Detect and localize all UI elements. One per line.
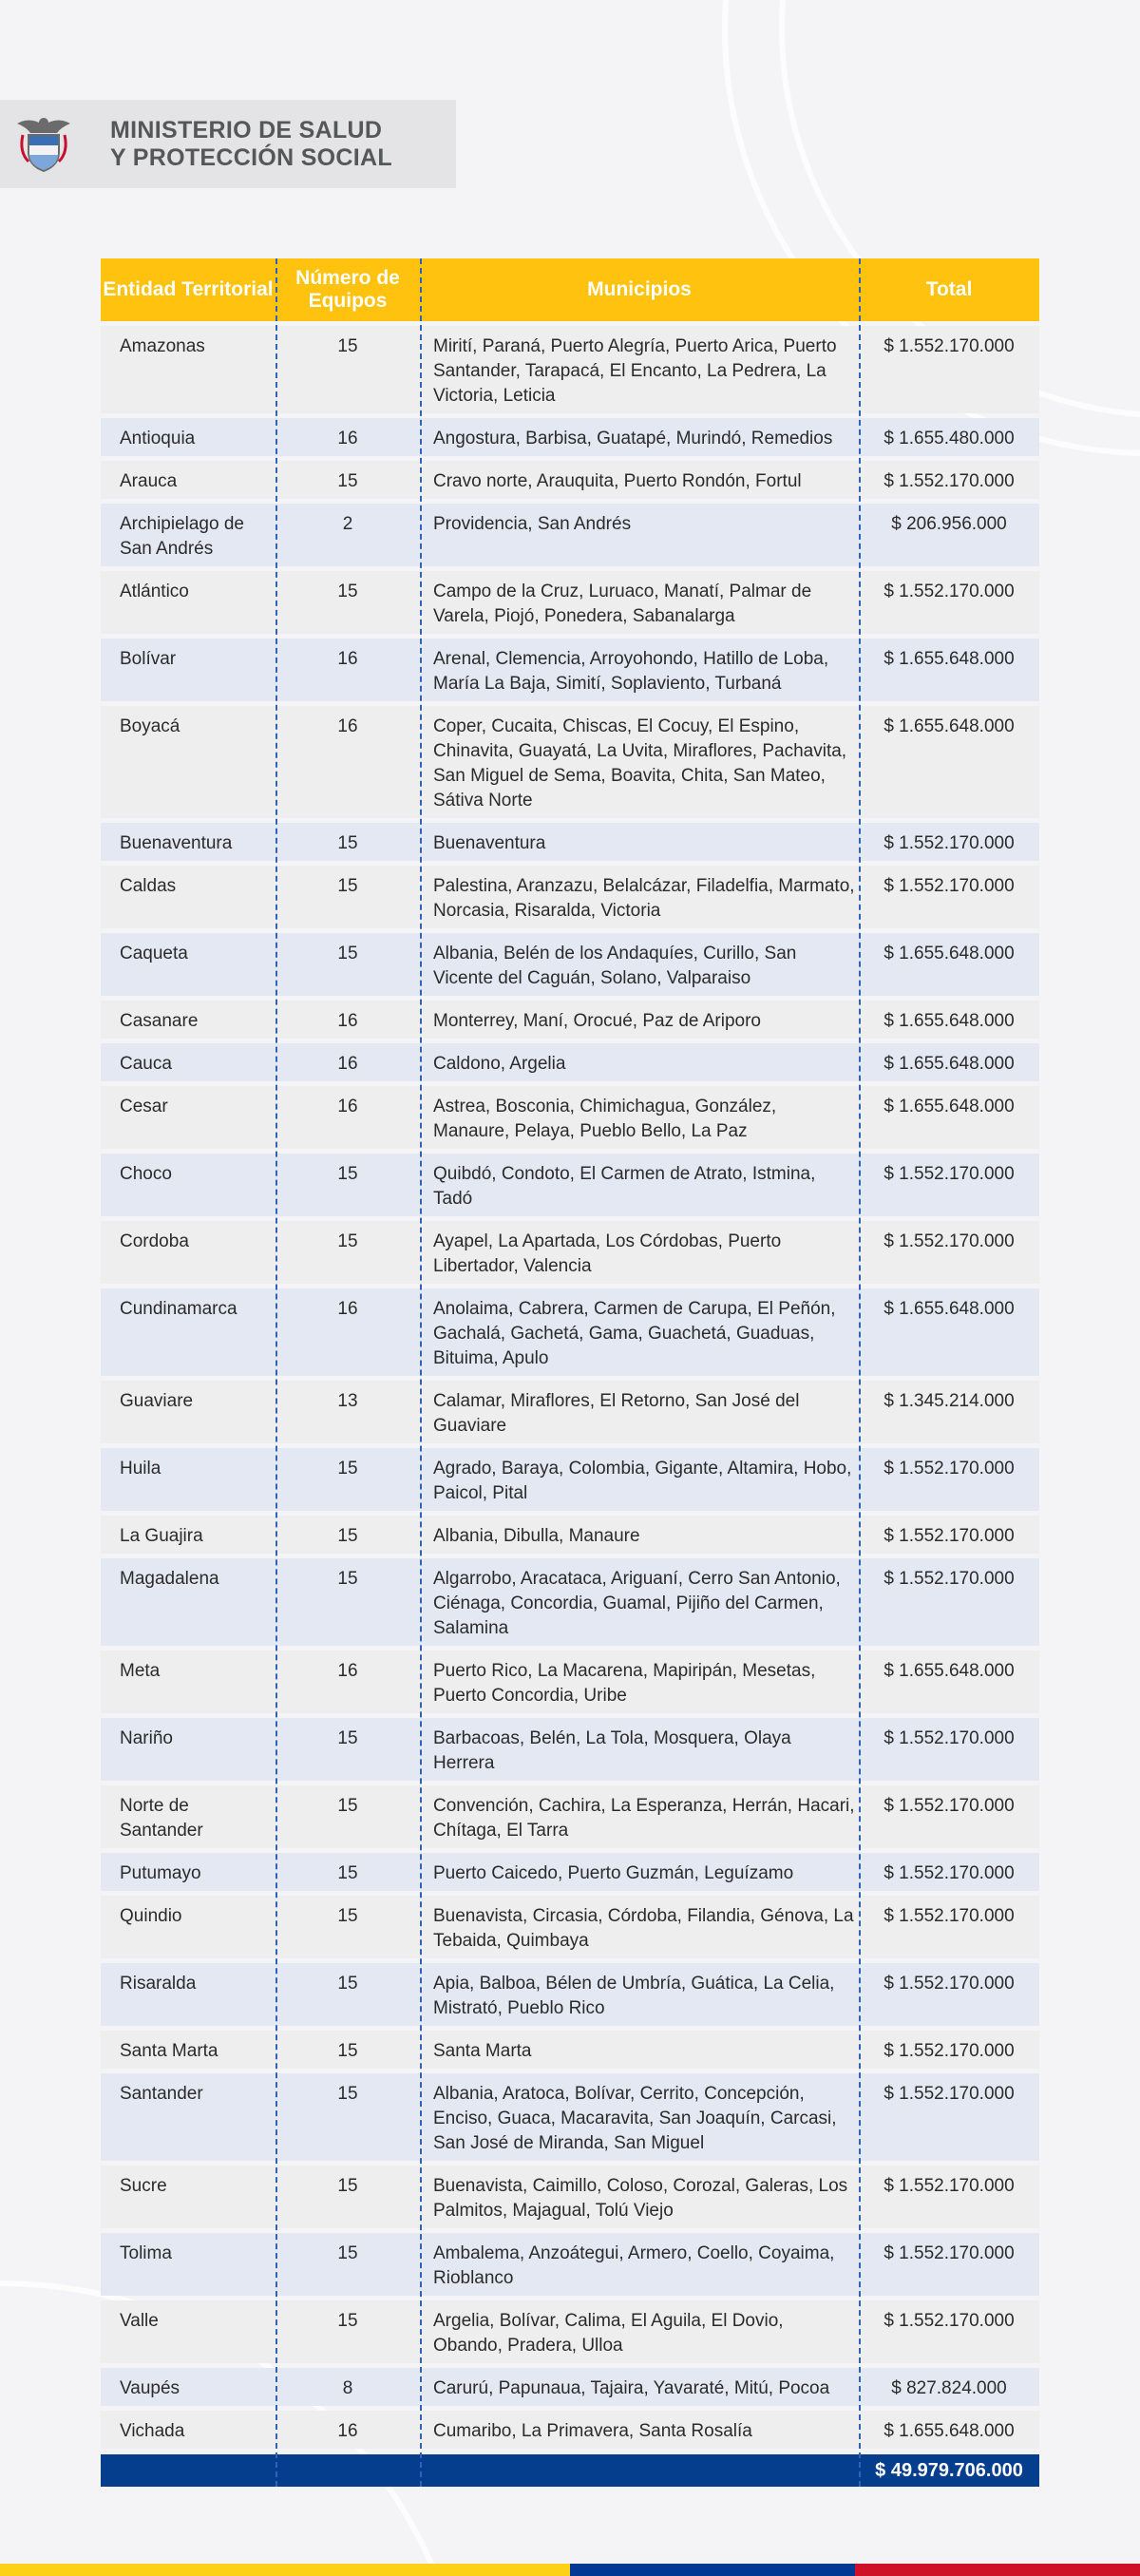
ministry-name-line1: MINISTERIO DE SALUD <box>110 116 383 143</box>
cell-entidad: Risaralda <box>120 1974 197 1994</box>
cell-total: $ 1.552.170.000 <box>884 1164 1015 1184</box>
cell-equipos: 16 <box>337 649 358 669</box>
table-row <box>101 418 1039 456</box>
cell-equipos: 16 <box>337 1299 358 1319</box>
cell-municipios: Angostura, Barbisa, Guatapé, Murindó, Remedios <box>433 429 833 448</box>
cell-equipos: 15 <box>337 1164 358 1184</box>
ministry-name-line2: Y PROTECCIÓN SOCIAL <box>110 143 392 171</box>
cell-municipios: Calamar, Miraflores, El Retorno, San José del Guaviare <box>433 1391 800 1436</box>
cell-municipios: Puerto Caicedo, Puerto Guzmán, Leguízamo <box>433 1863 794 1883</box>
cell-total: $ 1.655.648.000 <box>884 1661 1015 1681</box>
ministry-header <box>0 100 456 188</box>
cell-entidad: Tolima <box>120 2243 172 2263</box>
cell-equipos: 16 <box>337 1011 358 1031</box>
cell-total: $ 1.552.170.000 <box>884 1231 1015 1251</box>
cell-entidad: Cundinamarca <box>120 1299 238 1319</box>
table-row <box>101 1221 1039 1284</box>
cell-entidad: Santander <box>120 2084 203 2104</box>
cell-municipios: Santa Marta <box>433 2041 532 2061</box>
cell-equipos: 15 <box>337 336 358 356</box>
cell-total: $ 1.655.648.000 <box>884 2421 1015 2441</box>
cell-municipios: Albania, Belén de los Andaquíes, Curillo, San Vicente del Caguán, Solano, Valparaiso <box>433 944 797 988</box>
column-divider <box>276 258 277 2487</box>
table-row <box>101 2031 1039 2069</box>
cell-equipos: 16 <box>337 1097 358 1116</box>
cell-equipos: 15 <box>337 2084 358 2104</box>
cell-municipios: Providencia, San Andrés <box>433 514 632 534</box>
cell-total: $ 1.655.648.000 <box>884 1054 1015 1074</box>
cell-equipos: 2 <box>342 514 353 534</box>
table-row <box>101 1718 1039 1781</box>
table-row <box>101 1963 1039 2026</box>
cell-total: $ 1.552.170.000 <box>884 1863 1015 1883</box>
cell-equipos: 15 <box>337 1231 358 1251</box>
cell-equipos: 15 <box>337 582 358 601</box>
table-row <box>101 461 1039 499</box>
cell-entidad: Huila <box>120 1459 162 1479</box>
column-header-municipios: Municipios <box>587 278 692 300</box>
table-row <box>101 2368 1039 2406</box>
ministry-name <box>110 117 392 172</box>
cell-entidad: Meta <box>120 1661 161 1681</box>
cell-equipos: 16 <box>337 1054 358 1074</box>
cell-equipos: 13 <box>337 1391 358 1411</box>
cell-equipos: 16 <box>337 2421 358 2441</box>
table-row <box>101 2411 1039 2449</box>
cell-total: $ 1.655.648.000 <box>884 1299 1015 1319</box>
cell-total: $ 1.552.170.000 <box>884 2243 1015 2263</box>
grand-total-value: $ 49.979.706.000 <box>875 2459 1023 2481</box>
coat-of-arms-icon <box>13 114 74 175</box>
cell-entidad: Choco <box>120 1164 172 1184</box>
cell-entidad: Cauca <box>120 1054 172 1074</box>
cell-total: $ 1.552.170.000 <box>884 2041 1015 2061</box>
cell-municipios: Buenaventura <box>433 833 546 853</box>
cell-equipos: 15 <box>337 2243 358 2263</box>
cell-equipos: 15 <box>337 2041 358 2061</box>
cell-total: $ 1.552.170.000 <box>884 1974 1015 1994</box>
table-row <box>101 1043 1039 1081</box>
table-row <box>101 1516 1039 1554</box>
cell-entidad: Vichada <box>120 2421 185 2441</box>
cell-entidad: Putumayo <box>120 1863 201 1883</box>
cell-municipios: Argelia, Bolívar, Calima, El Aguila, El Dovio, Obando, Pradera, Ulloa <box>433 2311 784 2356</box>
cell-equipos: 15 <box>337 471 358 491</box>
cell-total: $ 1.552.170.000 <box>884 1796 1015 1816</box>
equipment-table <box>101 258 1039 2487</box>
flag-stripe-blue <box>570 2564 855 2576</box>
cell-municipios: Convención, Cachira, La Esperanza, Herrán, Hacari, Chítaga, El Tarra <box>433 1796 855 1841</box>
cell-entidad: Boyacá <box>120 716 180 736</box>
cell-total: $ 1.655.648.000 <box>884 1097 1015 1116</box>
cell-total: $ 1.655.648.000 <box>884 1011 1015 1031</box>
cell-municipios: Albania, Aratoca, Bolívar, Cerrito, Concepción, Enciso, Guaca, Macaravita, San Joaquín, Carcasi, San José de Miranda, San Miguel <box>433 2084 837 2153</box>
cell-equipos: 15 <box>337 876 358 896</box>
cell-municipios: Puerto Rico, La Macarena, Mapiripán, Mesetas, Puerto Concordia, Uribe <box>433 1661 816 1706</box>
cell-equipos: 15 <box>337 1906 358 1926</box>
table-row <box>101 933 1039 996</box>
cell-total: $ 1.552.170.000 <box>884 2084 1015 2104</box>
cell-municipios: Buenavista, Circasia, Córdoba, Filandia, Génova, La Tebaida, Quimbaya <box>433 1906 854 1951</box>
cell-equipos: 16 <box>337 1661 358 1681</box>
table-header <box>101 258 1039 321</box>
cell-equipos: 15 <box>337 833 358 853</box>
cell-entidad: La Guajira <box>120 1526 203 1546</box>
column-header-total: Total <box>925 278 973 300</box>
cell-total: $ 1.552.170.000 <box>884 582 1015 601</box>
table-row <box>101 2233 1039 2296</box>
cell-municipios: Ambalema, Anzoátegui, Armero, Coello, Coyaima, Rioblanco <box>433 2243 835 2288</box>
cell-total: $ 1.552.170.000 <box>884 1526 1015 1546</box>
cell-municipios: Algarrobo, Aracataca, Ariguaní, Cerro San Antonio, Ciénaga, Concordia, Guamal, Pijiño del Carmen, Salamina <box>433 1569 841 1638</box>
cell-municipios: Albania, Dibulla, Manaure <box>433 1526 640 1546</box>
cell-municipios: Quibdó, Condoto, El Carmen de Atrato, Istmina, Tadó <box>433 1164 816 1209</box>
column-divider <box>859 258 861 2487</box>
cell-total: $ 1.552.170.000 <box>884 1459 1015 1479</box>
cell-equipos: 15 <box>337 1796 358 1816</box>
cell-entidad: Quindio <box>120 1906 182 1926</box>
cell-total: $ 1.655.648.000 <box>884 944 1015 964</box>
cell-total: $ 1.552.170.000 <box>884 1906 1015 1926</box>
cell-municipios: Agrado, Baraya, Colombia, Gigante, Altamira, Hobo, Paicol, Pital <box>433 1459 852 1503</box>
cell-municipios: Cravo norte, Arauquita, Puerto Rondón, Fortul <box>433 471 802 491</box>
cell-total: $ 1.552.170.000 <box>884 2311 1015 2331</box>
cell-equipos: 15 <box>337 1728 358 1748</box>
cell-equipos: 15 <box>337 944 358 964</box>
cell-entidad: Caldas <box>120 876 177 896</box>
cell-total: $ 1.655.648.000 <box>884 716 1015 736</box>
cell-equipos: 8 <box>342 2378 353 2398</box>
cell-municipios: Buenavista, Caimillo, Coloso, Corozal, Galeras, Los Palmitos, Majagual, Tolú Viejo <box>433 2176 848 2221</box>
cell-entidad: Nariño <box>120 1728 173 1748</box>
cell-entidad: Antioquia <box>120 429 196 448</box>
cell-municipios: Monterrey, Maní, Orocué, Paz de Ariporo <box>433 1011 761 1031</box>
column-header-equipos: Número de Equipos <box>295 267 400 312</box>
cell-entidad: Cesar <box>120 1097 168 1116</box>
cell-total: $ 1.552.170.000 <box>884 2176 1015 2196</box>
table-row <box>101 639 1039 701</box>
cell-entidad: Caqueta <box>120 944 188 964</box>
cell-total: $ 1.552.170.000 <box>884 1728 1015 1748</box>
table-row <box>101 1785 1039 1848</box>
cell-municipios: Palestina, Aranzazu, Belalcázar, Filadelfia, Marmato, Norcasia, Risaralda, Victoria <box>433 876 855 921</box>
cell-equipos: 15 <box>337 2311 358 2331</box>
table-row <box>101 1853 1039 1891</box>
table-row <box>101 504 1039 566</box>
cell-entidad: Cordoba <box>120 1231 189 1251</box>
table-row <box>101 2300 1039 2363</box>
table-row <box>101 1154 1039 1216</box>
table-row <box>101 1448 1039 1511</box>
table-row <box>101 571 1039 634</box>
cell-equipos: 15 <box>337 1526 358 1546</box>
table-row <box>101 1381 1039 1443</box>
table-row <box>101 1086 1039 1149</box>
grand-total-bar <box>101 2454 1039 2487</box>
cell-entidad: Vaupés <box>120 2378 180 2398</box>
cell-total: $ 1.345.214.000 <box>884 1391 1015 1411</box>
table-row <box>101 1896 1039 1958</box>
cell-entidad: Casanare <box>120 1011 199 1031</box>
cell-total: $ 206.956.000 <box>891 514 1007 534</box>
cell-total: $ 1.552.170.000 <box>884 1569 1015 1589</box>
cell-municipios: Coper, Cucaita, Chiscas, El Cocuy, El Espino, Chinavita, Guayatá, La Uvita, Miraflores, Pachavita, San Miguel de Sema, Boavita, Chita, San Mateo, Sátiva Norte <box>433 716 847 811</box>
table-row <box>101 1288 1039 1376</box>
cell-equipos: 15 <box>337 2176 358 2196</box>
flag-stripe-yellow <box>0 2564 570 2576</box>
table-row <box>101 326 1039 413</box>
cell-municipios: Mirití, Paraná, Puerto Alegría, Puerto Arica, Puerto Santander, Tarapacá, El Encanto, La Pedrera, La Victoria, Leticia <box>433 336 837 406</box>
cell-entidad: Norte de Santander <box>120 1796 203 1841</box>
cell-municipios: Campo de la Cruz, Luruaco, Manatí, Palmar de Varela, Piojó, Ponedera, Sabanalarga <box>433 582 812 626</box>
flag-stripe <box>0 2564 1140 2576</box>
cell-equipos: 15 <box>337 1569 358 1589</box>
column-header-entidad: Entidad Territorial <box>103 278 274 300</box>
table-body <box>101 326 1039 2449</box>
cell-equipos: 15 <box>337 1974 358 1994</box>
cell-entidad: Atlántico <box>120 582 189 601</box>
cell-total: $ 1.655.480.000 <box>884 429 1015 448</box>
cell-municipios: Carurú, Papunaua, Tajaira, Yavaraté, Mitú, Pocoa <box>433 2378 830 2398</box>
table-row <box>101 2073 1039 2161</box>
cell-entidad: Magadalena <box>120 1569 219 1589</box>
column-divider <box>420 258 422 2487</box>
table-row <box>101 1651 1039 1713</box>
cell-municipios: Ayapel, La Apartada, Los Córdobas, Puerto Libertador, Valencia <box>433 1231 782 1276</box>
cell-total: $ 1.552.170.000 <box>884 336 1015 356</box>
cell-total: $ 1.655.648.000 <box>884 649 1015 669</box>
cell-entidad: Amazonas <box>120 336 205 356</box>
flag-stripe-red <box>855 2564 1140 2576</box>
cell-total: $ 1.552.170.000 <box>884 471 1015 491</box>
cell-total: $ 827.824.000 <box>891 2378 1007 2398</box>
cell-municipios: Cumaribo, La Primavera, Santa Rosalía <box>433 2421 752 2441</box>
table-row <box>101 866 1039 928</box>
cell-municipios: Astrea, Bosconia, Chimichagua, González, Manaure, Pelaya, Pueblo Bello, La Paz <box>433 1097 777 1141</box>
table-row <box>101 823 1039 861</box>
cell-municipios: Apia, Balboa, Bélen de Umbría, Guática, La Celia, Mistrató, Pueblo Rico <box>433 1974 835 2018</box>
cell-municipios: Caldono, Argelia <box>433 1054 566 1074</box>
table-row <box>101 1558 1039 1646</box>
cell-total: $ 1.552.170.000 <box>884 833 1015 853</box>
cell-municipios: Arenal, Clemencia, Arroyohondo, Hatillo de Loba, María La Baja, Simití, Soplaviento, Turbaná <box>433 649 829 694</box>
cell-total: $ 1.552.170.000 <box>884 876 1015 896</box>
cell-entidad: Guaviare <box>120 1391 194 1411</box>
cell-entidad: Arauca <box>120 471 178 491</box>
cell-entidad: Archipielago de San Andrés <box>120 514 244 559</box>
cell-equipos: 15 <box>337 1863 358 1883</box>
cell-entidad: Buenaventura <box>120 833 233 853</box>
cell-entidad: Santa Marta <box>120 2041 218 2061</box>
cell-equipos: 16 <box>337 716 358 736</box>
cell-equipos: 16 <box>337 429 358 448</box>
table-row <box>101 2166 1039 2228</box>
cell-entidad: Sucre <box>120 2176 167 2196</box>
table-row <box>101 1001 1039 1039</box>
cell-municipios: Anolaima, Cabrera, Carmen de Carupa, El Peñón, Gachalá, Gachetá, Gama, Guachetá, Guaduas, Bituima, Apulo <box>433 1299 836 1368</box>
cell-municipios: Barbacoas, Belén, La Tola, Mosquera, Olaya Herrera <box>433 1728 791 1773</box>
table-row <box>101 706 1039 818</box>
cell-equipos: 15 <box>337 1459 358 1479</box>
cell-entidad: Valle <box>120 2311 159 2331</box>
cell-entidad: Bolívar <box>120 649 177 669</box>
